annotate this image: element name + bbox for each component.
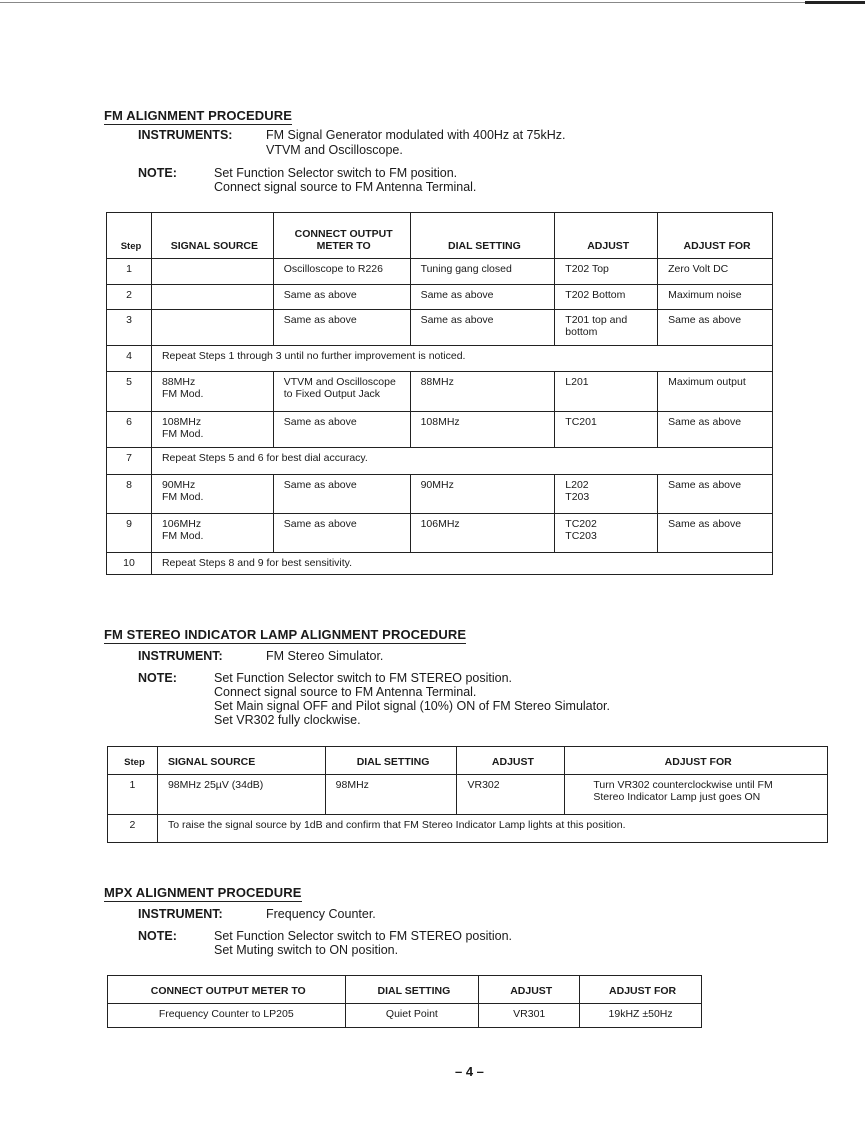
cell-line: TC203	[565, 530, 597, 542]
cell: Frequency Counter to LP205	[108, 1004, 346, 1028]
cell-line: T201 top and	[565, 314, 628, 326]
cell: Tuning gang closed	[410, 259, 555, 285]
cell	[151, 514, 273, 553]
table-row	[108, 1004, 702, 1028]
cell: Repeat Steps 1 through 3 until no further improvement is noticed.	[151, 346, 772, 372]
fm-note-label	[138, 166, 177, 180]
cell	[555, 514, 658, 553]
table-row	[108, 775, 828, 815]
cell	[151, 259, 273, 285]
fm-note-line1: Set Function Selector switch to FM position.	[214, 166, 458, 180]
cell: Repeat Steps 8 and 9 for best sensitivity.	[151, 553, 772, 575]
cell-line: 88MHz	[161, 376, 196, 388]
table-row	[107, 346, 773, 372]
cell	[151, 412, 273, 448]
cell: T202 Top	[555, 259, 658, 285]
cell	[151, 310, 273, 346]
cell: Same as above	[658, 412, 773, 448]
mpx-note-line1: Set Function Selector switch to FM STEREO position.	[214, 929, 513, 943]
cell: Quiet Point	[345, 1004, 479, 1028]
table-row	[107, 553, 773, 575]
stereo-note-line4: Set VR302 fully clockwise.	[214, 713, 361, 727]
mpx-table	[107, 975, 702, 1028]
cell-line: FM Mod.	[161, 428, 204, 440]
cell: 108MHz	[410, 412, 555, 448]
cell: Zero Volt DC	[658, 259, 773, 285]
cell: 106MHz	[410, 514, 555, 553]
cell	[151, 475, 273, 514]
stereo-col-adjust: ADJUST	[457, 747, 565, 775]
cell: L201	[555, 372, 658, 412]
cell: 10	[107, 553, 152, 575]
stereo-note-line2: Connect signal source to FM Antenna Terminal.	[214, 685, 477, 699]
cell: 6	[107, 412, 152, 448]
fm-table	[106, 212, 773, 575]
cell: 1	[108, 775, 158, 815]
stereo-col-adjustfor: ADJUST FOR	[565, 747, 828, 775]
fm-col-dial: DIAL SETTING	[410, 213, 555, 259]
cell-line: FM Mod.	[161, 491, 204, 503]
cell	[151, 285, 273, 310]
mpx-col-adjustfor: ADJUST FOR	[580, 976, 702, 1004]
mpx-col-connect: CONNECT OUTPUT METER TO	[108, 976, 346, 1004]
fm-col-adjust: ADJUST	[555, 213, 658, 259]
top-rule-thick	[805, 1, 865, 4]
top-rule	[0, 2, 865, 3]
stereo-note-label-text: NOTE:	[138, 671, 177, 685]
cell-line: TC202	[565, 518, 597, 530]
table-row	[107, 259, 773, 285]
cell: Same as above	[273, 310, 410, 346]
fm-col-connect-2: METER TO	[316, 240, 371, 252]
cell: Same as above	[410, 310, 555, 346]
table-row	[107, 475, 773, 514]
cell	[555, 310, 658, 346]
mpx-instrument-label-text: INSTRUMENT:	[138, 907, 223, 921]
cell: Same as above	[273, 285, 410, 310]
stereo-col-step: Step	[108, 747, 158, 775]
page-number: – 4 –	[455, 1064, 484, 1079]
cell	[555, 475, 658, 514]
cell-line: Turn VR302 counterclockwise until FM	[593, 779, 773, 791]
fm-instruments-line2: VTVM and Oscilloscope.	[266, 143, 403, 157]
fm-col-connect	[273, 213, 410, 259]
cell: 3	[107, 310, 152, 346]
cell: 88MHz	[410, 372, 555, 412]
fm-section-title	[104, 107, 292, 125]
cell-line: 90MHz	[161, 479, 196, 491]
cell-line: T203	[565, 491, 590, 503]
cell-line: 106MHz	[161, 518, 202, 530]
cell: 98MHz 25µV (34dB)	[157, 775, 325, 815]
table-row	[107, 372, 773, 412]
cell-line: to Fixed Output Jack	[283, 388, 381, 400]
table-row	[107, 285, 773, 310]
cell: 90MHz	[410, 475, 555, 514]
cell: T202 Bottom	[555, 285, 658, 310]
stereo-table	[107, 746, 828, 843]
fm-title: FM ALIGNMENT PROCEDURE	[104, 108, 293, 123]
cell-line: VTVM and Oscilloscope	[283, 376, 396, 388]
fm-col-step: Step	[107, 213, 152, 259]
mpx-note-line2: Set Muting switch to ON position.	[214, 943, 399, 957]
cell: 2	[108, 815, 158, 843]
cell: VR302	[457, 775, 565, 815]
stereo-instrument-label-text: INSTRUMENT:	[138, 649, 223, 663]
mpx-instrument-label	[138, 907, 223, 921]
cell: 19kHZ ±50Hz	[580, 1004, 702, 1028]
table-row	[107, 448, 773, 475]
cell	[565, 775, 828, 815]
cell: 7	[107, 448, 152, 475]
cell: Maximum output	[658, 372, 773, 412]
cell: Same as above	[410, 285, 555, 310]
cell	[151, 372, 273, 412]
fm-instruments-label: INSTRUMENTS:	[138, 128, 233, 142]
cell: Same as above	[658, 514, 773, 553]
stereo-col-source: SIGNAL SOURCE	[157, 747, 325, 775]
cell: 5	[107, 372, 152, 412]
fm-instruments-row	[138, 128, 232, 142]
stereo-col-dial: DIAL SETTING	[325, 747, 457, 775]
stereo-note-line1: Set Function Selector switch to FM STEREO position.	[214, 671, 513, 685]
fm-col-connect-1: CONNECT OUTPUT	[294, 228, 393, 240]
cell-line: 108MHz	[161, 416, 202, 428]
cell-line: L202	[565, 479, 589, 491]
cell: Oscilloscope to R226	[273, 259, 410, 285]
cell-line: FM Mod.	[161, 388, 204, 400]
mpx-section-title	[104, 884, 302, 902]
mpx-col-dial: DIAL SETTING	[345, 976, 479, 1004]
cell: VR301	[479, 1004, 580, 1028]
fm-col-source: SIGNAL SOURCE	[151, 213, 273, 259]
cell: Same as above	[273, 412, 410, 448]
mpx-title: MPX ALIGNMENT PROCEDURE	[104, 885, 302, 900]
table-row	[108, 815, 828, 843]
cell-line: FM Mod.	[161, 530, 204, 542]
stereo-instrument-value: FM Stereo Simulator.	[266, 649, 384, 663]
cell: Same as above	[658, 310, 773, 346]
stereo-title: FM STEREO INDICATOR LAMP ALIGNMENT PROCEDURE	[104, 627, 467, 642]
cell: 4	[107, 346, 152, 372]
mpx-note-label	[138, 929, 177, 943]
fm-note-label-text: NOTE:	[138, 166, 177, 180]
mpx-col-adjust: ADJUST	[479, 976, 580, 1004]
cell: Same as above	[273, 475, 410, 514]
cell: Repeat Steps 5 and 6 for best dial accuracy.	[151, 448, 772, 475]
table-row	[107, 310, 773, 346]
cell: Maximum noise	[658, 285, 773, 310]
stereo-note-line3: Set Main signal OFF and Pilot signal (10%) ON of FM Stereo Simulator.	[214, 699, 610, 713]
cell: 2	[107, 285, 152, 310]
table-row	[107, 412, 773, 448]
fm-instruments-line1: FM Signal Generator modulated with 400Hz at 75kHz.	[266, 128, 566, 142]
cell	[273, 372, 410, 412]
cell: Same as above	[273, 514, 410, 553]
table-row	[107, 514, 773, 553]
cell: To raise the signal source by 1dB and confirm that FM Stereo Indicator Lamp lights at this position.	[157, 815, 827, 843]
cell-line: Stereo Indicator Lamp just goes ON	[593, 791, 761, 803]
cell: Same as above	[658, 475, 773, 514]
stereo-section-title	[104, 626, 466, 644]
cell-line: bottom	[565, 326, 598, 338]
fm-col-adjustfor: ADJUST FOR	[658, 213, 773, 259]
cell: 8	[107, 475, 152, 514]
mpx-instrument-value: Frequency Counter.	[266, 907, 376, 921]
cell: 9	[107, 514, 152, 553]
cell: 98MHz	[325, 775, 457, 815]
stereo-instrument-label	[138, 649, 223, 663]
cell: 1	[107, 259, 152, 285]
fm-note-line2: Connect signal source to FM Antenna Terminal.	[214, 180, 477, 194]
cell: TC201	[555, 412, 658, 448]
stereo-note-label	[138, 671, 177, 685]
mpx-note-label-text: NOTE:	[138, 929, 177, 943]
